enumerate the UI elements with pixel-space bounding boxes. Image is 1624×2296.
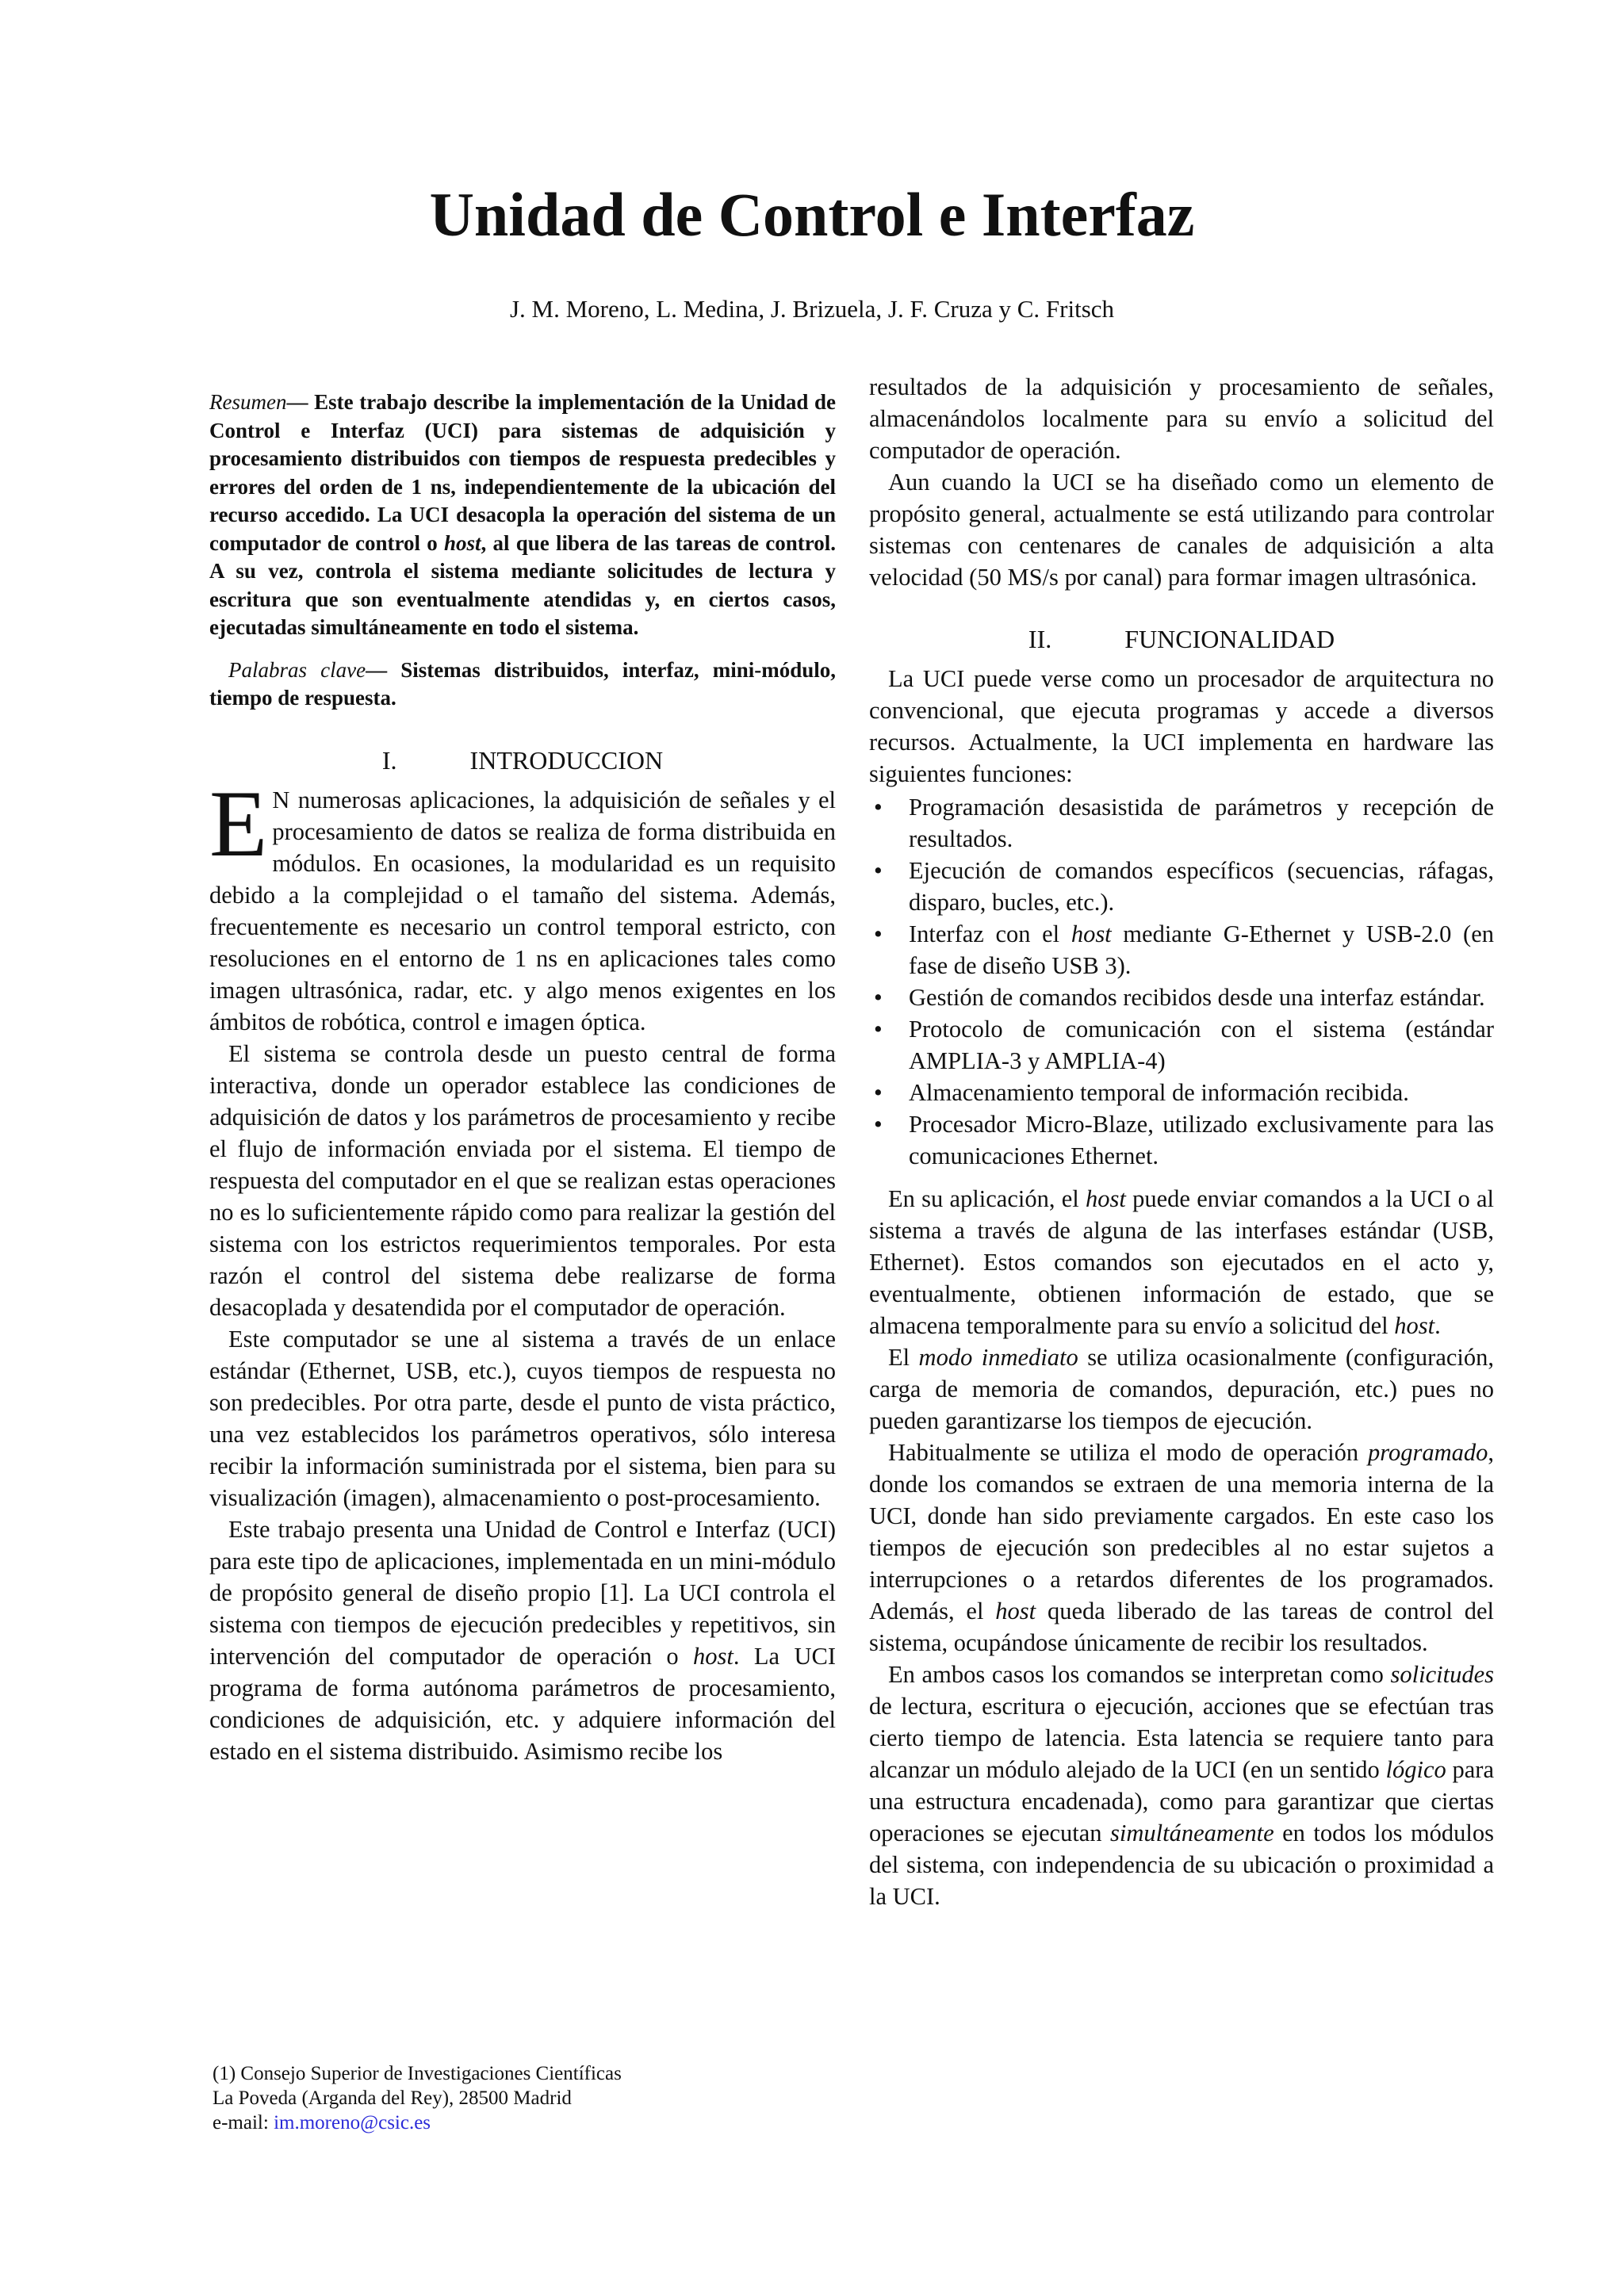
func-paragraph-2: En su aplicación, el host puede enviar comandos a la UCI o al sistema a través de alguna de las interfases estándar (USB, Ethernet). Estos comandos son ejecutados en el acto y, eventualmente, obtienen información de estado, que se almacena temporalmente para su envío a solicitud del host. — [869, 1185, 1494, 1339]
function-list — [869, 791, 1494, 1172]
affiliation-footnote — [213, 2061, 831, 2135]
list-item: • Programación desasistida de parámetros y recepción de resultados. — [869, 791, 1494, 855]
intro-paragraph-2: El sistema se controla desde un puesto central de forma interactiva, donde un operador establece las condiciones de adquisición de datos y los parámetros de procesamiento y recibe el flujo de información enviada por el sistema. El tiempo de respuesta del computador en el que se realizan estas operaciones no es lo suficientemente rápido como para realizar la gestión del sistema con los estrictos requerimientos temporales. Por esta razón el control del sistema debe realizarse de forma desacoplada y desatendida por el computador de operación. — [209, 1039, 836, 1321]
drop-cap: E — [209, 770, 268, 876]
list-item: • Procesador Micro-Blaze, utilizado exclusivamente para las comunicaciones Ethernet. — [869, 1108, 1494, 1172]
list-item: • Protocolo de comunicación con el sistema (estándar AMPLIA-3 y AMPLIA-4) — [869, 1013, 1494, 1077]
func-paragraph-5: En ambos casos los comandos se interpretan como solicitudes de lectura, escritura o ejecución, acciones que se efectúan tras cierto tiempo de latencia. Esta latencia se requiere tanto para alcanzar un módulo alejado de la UCI (en un sentido lógico para una estructura encadenada), como para garantizar que ciertas operaciones se ejecutan simultáneamente en todos los módulos del sistema, con independencia de su ubicación o proximidad a la UCI. — [869, 1661, 1495, 1910]
left-column — [209, 373, 836, 1767]
section-heading-funcionalidad: II. FUNCIONALIDAD — [1028, 625, 1335, 653]
bullet-icon: • — [874, 984, 883, 1011]
intro-paragraph-1: E N numerosas aplicaciones, la adquisición de señales y el procesamiento de datos se realiza de forma distribuida en módulos. En ocasiones, la modularidad es un requisito debido a la complejidad o el tamaño del sistema. Además, frecuentemente es necesario un control temporal estricto, con resoluciones en el entorno de 1 ns en aplicaciones tales como imagen ultrasónica, radar, etc. y algo menos exigentes en los ámbitos de robótica, control e imagen óptica. — [209, 770, 836, 1035]
abstract-label: Resumen — [209, 390, 287, 414]
section-heading-introduccion: I. INTRODUCCION — [381, 745, 664, 775]
affiliation-line-1: (1) Consejo Superior de Investigaciones Científicas — [213, 2063, 622, 2084]
bullet-icon: • — [874, 920, 883, 947]
func-paragraph-4: Habitualmente se utiliza el modo de operación programado, donde los comandos se extraen de una memoria interna de la UCI, donde han sido previamente cargados. En este caso los tiempos de ejecución son predecibles al no estar sujetos a interrupciones o a retardos diferentes de los programados. Además, el host queda liberado de las tareas de control del sistema, ocupándose únicamente de recibir los resultados. — [869, 1439, 1494, 1656]
author-list: J. M. Moreno, L. Medina, J. Brizuela, J. F. Cruza y C. Fritsch — [509, 295, 1115, 323]
intro-paragraph-5: Aun cuando la UCI se ha diseñado como un elemento de propósito general, actualmente se está utilizando para controlar sistemas con centenares de canales de adquisición a alta velocidad (50 MS/s por canal) para formar imagen ultrasónica. — [869, 469, 1494, 591]
intro-continuation: resultados de la adquisición y procesamiento de señales, almacenándolos localmente para su envío a solicitud del computador de operación. — [869, 373, 1494, 464]
intro-paragraph-3: Este computador se une al sistema a través de un enlace estándar (Ethernet, USB, etc.), cuyos tiempos de respuesta no son predecibles. Por otra parte, desde el punto de vista práctico, una vez establecidos los parámetros operativos, sólo interesa recibir la información suministrada por el sistema, bien para su visualización (imagen), almacenamiento o post-procesamiento. — [209, 1325, 836, 1511]
keywords: Palabras clave— Sistemas distribuidos, interfaz, mini-módulo, tiempo de respuesta. — [209, 657, 836, 710]
bullet-icon: • — [874, 794, 883, 821]
func-paragraph-1: La UCI puede verse como un procesador de arquitectura no convencional, que ejecuta programas y accede a diversos recursos. Actualmente, la UCI implementa en hardware las siguientes funciones: — [869, 665, 1494, 787]
bullet-icon: • — [874, 1016, 883, 1043]
abstract: Resumen— Este trabajo describe la implementación de la Unidad de Control e Interfaz (UCI) para sistemas de adquisición y procesamiento distribuidos con tiempos de respuesta predecibles y errores del orden de 1 ns, independientemente de la ubicación del recurso accedido. La UCI desacopla la operación del sistema de un computador de control o host, al que libera de las tareas de control. A su vez, controla el sistema mediante solicitudes de lectura y escritura que son eventualmente atendidas y, en ciertos casos, ejecutadas simultáneamente en todo el sistema. — [209, 390, 837, 639]
bullet-icon: • — [874, 1079, 883, 1106]
list-item: • Interfaz con el host mediante G-Ethernet y USB-2.0 (en fase de diseño USB 3). — [869, 918, 1494, 982]
func-paragraph-3: El modo inmediato se utiliza ocasionalmente (configuración, carga de memoria de comandos, depuración, etc.) pues no pueden garantizarse los tiempos de ejecución. — [869, 1344, 1494, 1434]
affiliation-email: e-mail: im.moreno@csic.es — [213, 2112, 431, 2133]
list-item: • Almacenamiento temporal de información recibida. — [869, 1077, 1494, 1108]
bullet-icon: • — [874, 857, 883, 884]
list-item: • Gestión de comandos recibidos desde una interfaz estándar. — [869, 982, 1494, 1013]
right-column — [869, 371, 1494, 1912]
intro-paragraph-4: Este trabajo presenta una Unidad de Control e Interfaz (UCI) para este tipo de aplicaciones, implementada en un mini-módulo de propósito general de diseño propio [1]. La UCI controla el sistema con tiempos de ejecución predecibles y repetitivos, sin intervención del computador de operación o host. La UCI programa de forma autónoma parámetros de procesamiento, condiciones de adquisición, etc. y adquiere información del estado en el sistema distribuido. Asimismo recibe los — [209, 1515, 836, 1765]
affiliation-line-2: La Poveda (Arganda del Rey), 28500 Madrid — [213, 2087, 572, 2109]
page-title: Unidad de Control e Interfaz — [429, 180, 1195, 249]
bullet-icon: • — [874, 1111, 883, 1138]
email-link[interactable]: im.moreno@csic.es — [274, 2112, 431, 2133]
keywords-label: Palabras clave — [228, 657, 366, 682]
list-item: • Ejecución de comandos específicos (secuencias, ráfagas, disparo, bucles, etc.). — [869, 855, 1494, 918]
